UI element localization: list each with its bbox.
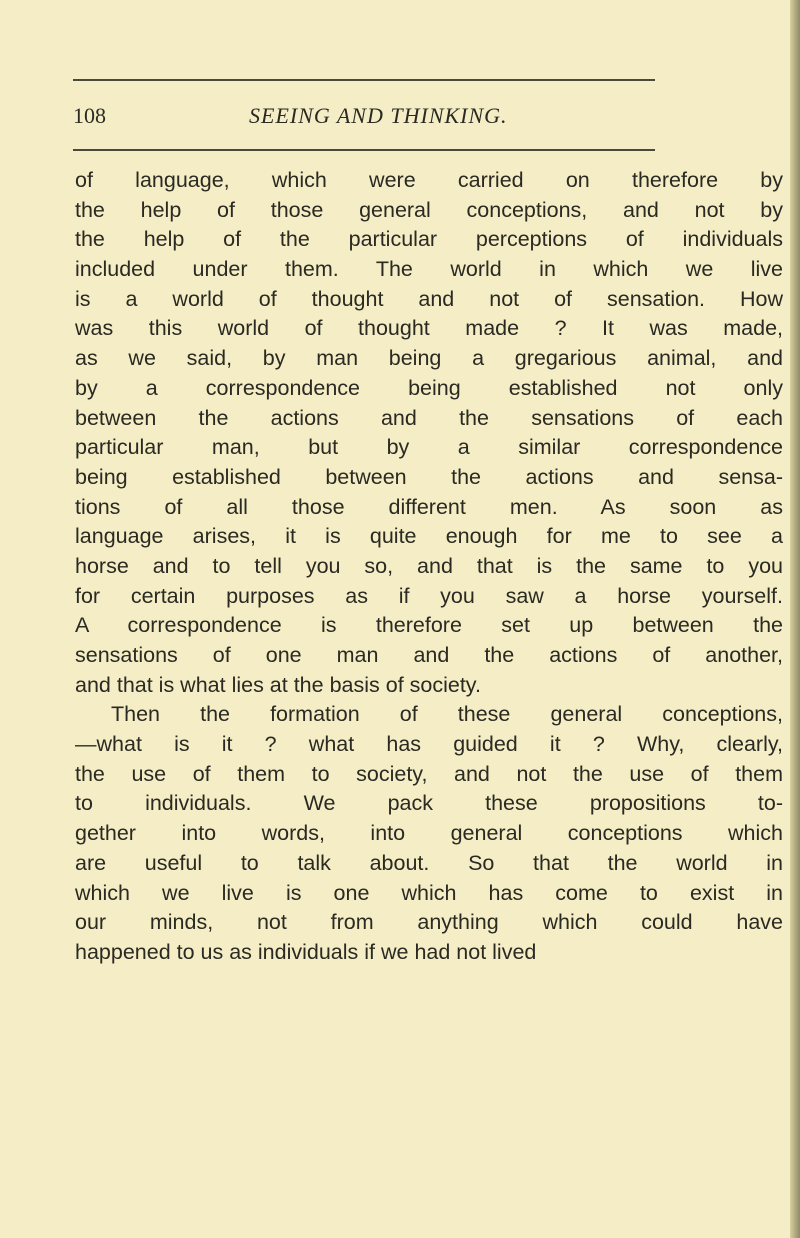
text-line: happened to us as individuals if we had not lived [75,939,537,964]
text-line: sensations of one man and the actions of another, [75,643,783,667]
text-line: A correspondence is therefore set up between the [75,613,783,638]
text-line: of language, which were carried on therefore by [75,168,783,192]
text-line: Then the formation of these general conceptions, [111,702,783,727]
running-header [73,103,713,133]
text-line: language arises, it is quite enough for me to see a [75,524,783,549]
text-line: the use of them to society, and not the use of them [75,761,783,786]
page-edge-shadow [790,0,800,1238]
text-line: was this world of thought made ? It was made, [75,316,783,341]
text-line: by a correspondence being established not only [75,375,783,400]
text-line: for certain purposes as if you saw a horse yourself. [75,583,783,608]
text-line: —what is it ? what has guided it ? Why, clearly, [75,732,783,757]
text-line: being established between the actions and sensa- [75,464,783,489]
text-line: horse and to tell you so, and that is the same to you [75,553,783,578]
text-line: to individuals. We pack these propositions to- [75,791,783,816]
text-line: the help of those general conceptions, and not by [75,197,783,222]
header-rule-bottom [73,149,655,151]
header-rule-top [73,79,655,81]
text-line: tions of all those different men. As soon as [75,494,783,519]
text-line: between the actions and the sensations of each [75,405,783,430]
text-line: the help of the particular perceptions of individuals [75,227,783,252]
text-line: and that is what lies at the basis of society. [75,672,481,697]
text-line: is a world of thought and not of sensation. How [75,286,783,311]
running-title: SEEING AND THINKING. [249,103,508,128]
body-text [75,166,783,968]
text-line: included under them. The world in which we live [75,257,783,282]
text-line: our minds, not from anything which could have [75,910,783,935]
text-line: gether into words, into general conceptions which [75,821,783,846]
text-line: particular man, but by a similar correspondence [75,435,783,460]
text-line: as we said, by man being a gregarious animal, and [75,346,783,371]
page-number: 108 [73,103,106,128]
text-line: are useful to talk about. So that the world in [75,850,783,875]
text-line: which we live is one which has come to exist in [75,880,783,905]
